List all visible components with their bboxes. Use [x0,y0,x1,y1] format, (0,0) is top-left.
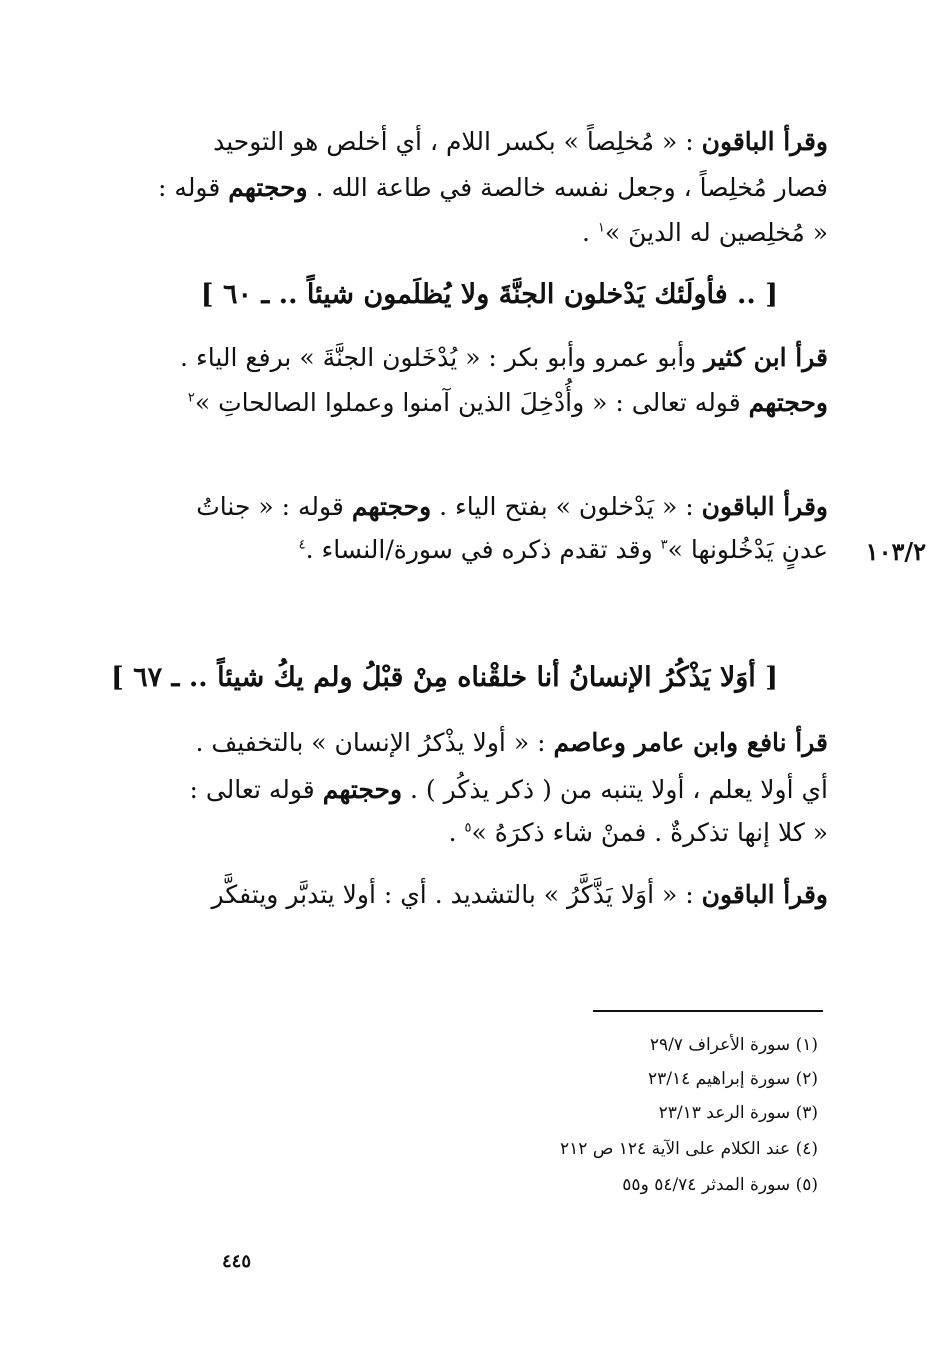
section2-line1-text: وأبو عمرو وأبو بكر : « يُدْخَلون الجنَّةَ » برفع الياء . [180,343,705,372]
verse-heading-67: [ أوَلا يَذْكُرُ الإنسانُ أنا خلقْناه مِنْ قبْلُ ولم يكُ شيئاً .. ـ ٦٧ ] [110,662,778,693]
section2-line2-text: قوله تعالى : « وأُدْخِلَ الذين آمنوا وعملوا الصالحاتِ » [194,388,749,417]
section1-reader-label: وقرأ الباقون [701,127,828,156]
section3-line2-text: عدنٍ يَدْخُلونها » [667,535,828,564]
footnote-3: (٣) سورة الرعد ٢٣/١٣ [658,1103,818,1123]
footnote-ref-5: ٥ [464,820,472,836]
section1-line2-text: فصار مُخلِصاً ، وجعل نفسه خالصة في طاعة الله . [307,173,828,202]
section4-argument-label: وحجتهم [322,775,403,804]
margin-reference: ١٠٣/٢ [865,537,926,566]
footnote-ref-3: ٣ [660,537,668,553]
section3-line1-text: : « يَدْخلون » بفتح الياء . [431,492,702,521]
section3-line2 [299,532,828,568]
section4-line2 [189,772,828,808]
section1-line3-end: . [581,218,598,247]
section1-line2 [158,170,828,206]
section2-reader-label: قرأ ابن كثير [704,343,828,372]
section4-reader-label: قرأ نافع وابن عامر وعاصم [553,728,828,757]
section1-argument-label: وحجتهم [228,173,308,202]
footnote-4: (٤) عند الكلام على الآية ١٢٤ ص ٢١٢ [560,1139,818,1159]
section4-line1 [195,725,828,761]
footnote-2: (٢) سورة إبراهيم ٢٣/١٤ [648,1069,818,1089]
section1-line1 [213,124,828,160]
footnote-ref-2: ٢ [187,390,195,406]
section3-argument-label: وحجتهم [351,492,432,521]
footnote-separator [593,1010,823,1012]
section4-line3-end: . [448,818,465,847]
section3-reader-label: وقرأ الباقون [701,492,828,521]
section3-line1 [196,489,828,525]
section4-line2-end: قوله تعالى : [189,775,323,804]
section1-line3 [582,215,828,251]
section2-line1 [180,340,828,376]
section3-line2-rest: وقد تقدم ذكره في سورة/النساء . [305,535,661,564]
verse-heading-60: [ .. فأولَئك يَدْخلون الجنَّةَ ولا يُظلَمون شيئاً .. ـ ٦٠ ] [200,279,778,310]
section1-line1-text: : « مُخلِصاً » بكسر اللام ، أي أخلص هو التوحيد [213,127,702,156]
section4-line2-text: أي أولا يعلم ، أولا يتنبه من ( ذكر يذكُر ) . [402,775,828,804]
section4-line3 [449,815,828,851]
section2-argument-label: وحجتهم [748,388,828,417]
footnote-1: (١) سورة الأعراف ٢٩/٧ [649,1035,818,1055]
section1-line2-end: قوله : [158,173,229,202]
section2-line2 [188,385,828,421]
section3-line1-end: قوله : « جناتُ [196,492,352,521]
footnote-ref-1: ١ [597,220,605,236]
footnote-5: (٥) سورة المدثر ٥٤/٧٤ و٥٥ [622,1175,818,1195]
section5-reader-label: وقرأ الباقون [701,880,828,909]
section1-line3-text: « مُخلِصين له الدينَ » [604,218,828,247]
section4-line3-text: « كلا إنها تذكرةٌ . فمنْ شاء ذكرَهُ » [471,818,828,847]
page-number: ٤٤٥ [222,1251,252,1272]
section4-line1-text: : « أولا يذْكرُ الإنسان » بالتخفيف . [195,728,554,757]
footnote-ref-4: ٤ [298,537,306,553]
section5-line1 [212,877,828,913]
section5-line1-text: : « أوَلا يَذَّكَّرُ » بالتشديد . أي : أولا يتدبَّر ويتفكَّر [211,880,702,909]
